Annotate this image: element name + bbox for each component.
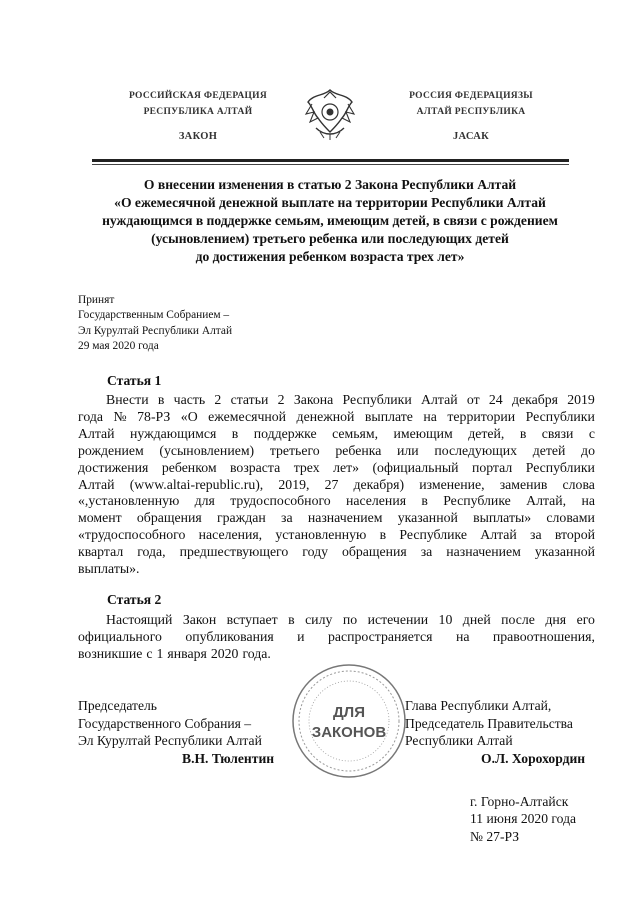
- header-left-republic: РЕСПУБЛИКА АЛТАЙ: [143, 107, 253, 117]
- signature-left-title: Эл Курултай Республики Алтай: [78, 733, 262, 748]
- place-number: № 27-РЗ: [470, 828, 520, 844]
- text-line: выплаты».: [78, 561, 140, 577]
- signature-left: [78, 697, 274, 767]
- signature-left-title: Председатель: [78, 698, 157, 713]
- text-line: момент обращения граждан за назначением указанной выплаты» словами: [78, 510, 595, 526]
- signature-right: [405, 697, 585, 767]
- title-line: О внесении изменения в статью 2 Закона Республики Алтай: [143, 177, 517, 192]
- stamp-seal: [290, 662, 408, 780]
- title-line: до достижения ребенком возраста трех лет»: [195, 249, 465, 264]
- text-line: рождением (усыновлением) третьего ребенка или последующих детей до: [78, 442, 595, 458]
- signature-right-name: О.Л. Хорохордин: [481, 750, 586, 766]
- text-line: Настоящий Закон вступает в силу по истечении 10 дней после дня его: [106, 612, 595, 627]
- place-date: 11 июня 2020 года: [470, 811, 577, 827]
- stamp-text-bottom: ЗАКОНОВ: [311, 724, 387, 741]
- coat-of-arms-emblem: [302, 84, 358, 142]
- header-right: [382, 91, 560, 142]
- adopted-date: 29 мая 2020 года: [78, 339, 159, 352]
- header-left: [108, 91, 288, 142]
- stamp-text-top: ДЛЯ: [333, 704, 365, 721]
- header-right-republic: АЛТАЙ РЕСПУБЛИКА: [416, 107, 526, 117]
- header-right-country: РОССИЯ ФЕДЕРАЦИЯЗЫ: [409, 91, 533, 101]
- signature-right-title: Председатель Правительства: [405, 715, 573, 731]
- text-line: Алтай нуждающимся в поддержке семьям, имеющим детей, в связи с: [78, 425, 595, 441]
- text-line: года № 78-РЗ «О ежемесячной денежной выплате на территории Республики: [78, 408, 595, 424]
- text-line: официального опубликования и распространяется на правоотношения,: [78, 628, 595, 644]
- signature-right-title: Республики Алтай: [405, 733, 513, 748]
- stamp-seal-graphic: [290, 662, 408, 780]
- text-line: «,установленную для трудоспособного населения в Республике Алтай, на: [78, 493, 595, 509]
- place-city: г. Горно-Алтайск: [470, 794, 569, 809]
- text-line: Алтай (www.altai-republic.ru), 2019, 27 декабря) изменение, заменив слова: [78, 476, 595, 492]
- adoption-block: [78, 293, 232, 354]
- title-line: (усыновлением) третьего ребенка или последующих детей: [151, 231, 509, 246]
- adopted-body-name: Эл Курултай Республики Алтай: [78, 324, 233, 337]
- header-right-doc-type: ЈАСАК: [452, 131, 490, 142]
- header-left-country: РОССИЙСКАЯ ФЕДЕРАЦИЯ: [128, 91, 268, 101]
- signature-right-title: Глава Республики Алтай,: [405, 698, 552, 713]
- place-date-number: [470, 793, 576, 845]
- adopted-label: Принят: [78, 294, 115, 306]
- adopted-body: Государственным Собранием –: [78, 309, 230, 322]
- text-line: возникшие с 1 января 2020 года.: [78, 645, 271, 661]
- text-line: «трудоспособного населения, установленную в Республике Алтай за второй: [78, 527, 595, 543]
- title-line: нуждающимся в поддержке семьям, имеющим детей, в связи с рождением: [102, 213, 558, 228]
- article-2-text: [78, 612, 595, 663]
- header-rule-thick: [92, 159, 569, 162]
- text-line: квартал года, предшествующего году обращения за назначением указанной: [78, 544, 595, 560]
- text-line: достижения ребенком возраста трех лет» (официальный портал Республики: [78, 459, 595, 475]
- signature-left-name: В.Н. Тюлентин: [182, 750, 275, 766]
- article-2-heading: Статья 2: [107, 592, 162, 607]
- header-rule-thin: [92, 164, 569, 165]
- law-title: [60, 176, 600, 266]
- header-left-doc-type: ЗАКОН: [178, 131, 218, 142]
- title-line: «О ежемесячной денежной выплате на территории Республики Алтай: [114, 195, 546, 210]
- article-1-heading: Статья 1: [107, 373, 162, 388]
- article-1-text: [78, 392, 595, 578]
- signature-left-title: Государственного Собрания –: [78, 715, 252, 731]
- text-line: Внести в часть 2 статьи 2 Закона Республики Алтай от 24 декабря 2019: [106, 392, 595, 407]
